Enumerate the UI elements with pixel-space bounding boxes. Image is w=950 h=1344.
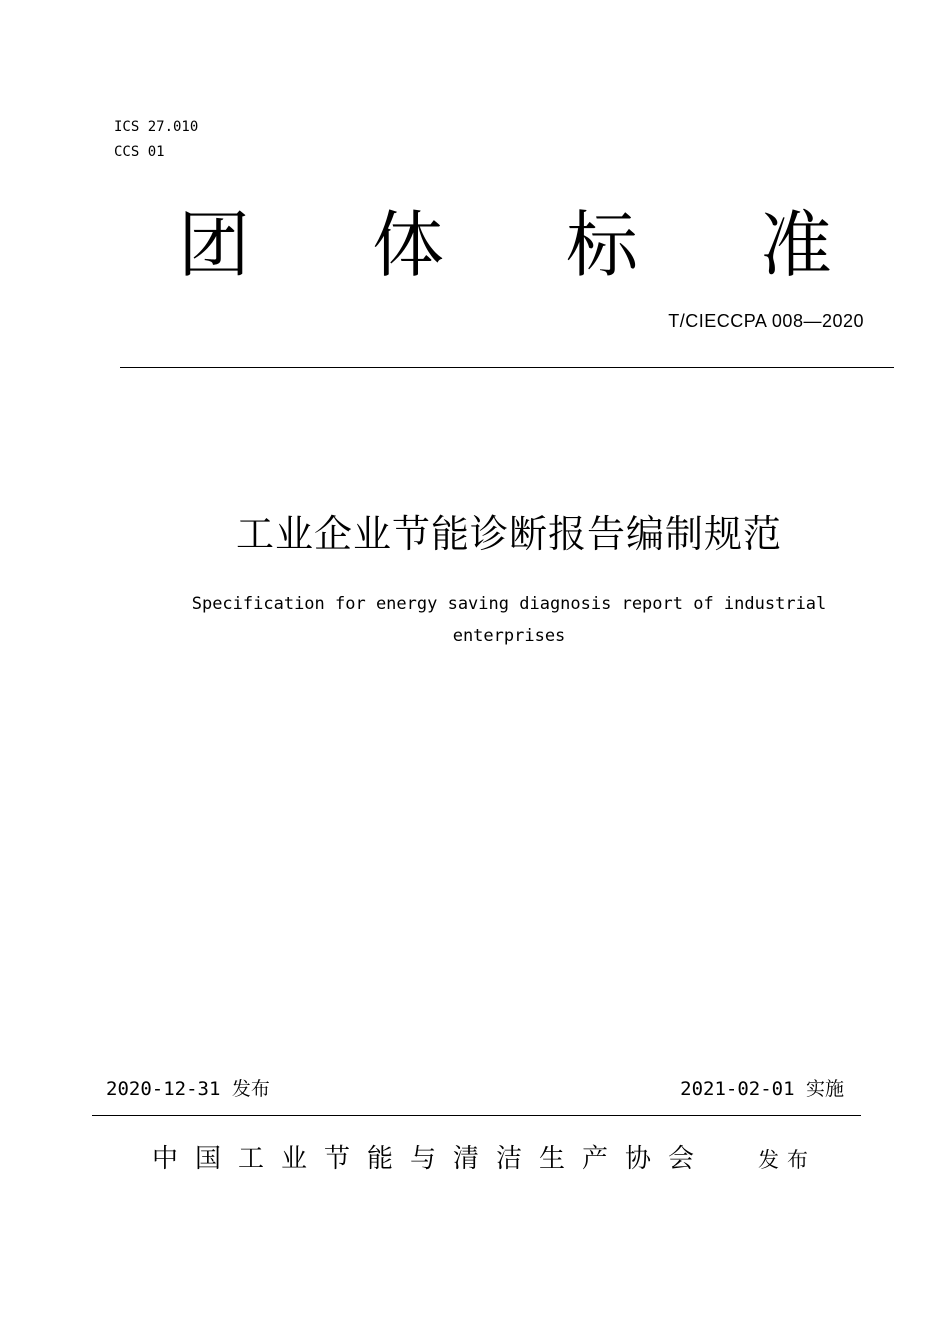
banner-char: 准 — [760, 203, 833, 287]
header-divider — [120, 367, 894, 368]
ccs-code: CCS 01 — [114, 144, 165, 160]
document-title-zh: 工业企业节能诊断报告编制规范 — [235, 512, 782, 556]
ics-code: ICS 27.010 — [114, 119, 199, 135]
banner-char: 体 — [372, 203, 445, 287]
implement-date: 2021-02-01 实施 — [680, 1078, 844, 1100]
standard-type-banner — [0, 200, 950, 290]
footer-divider — [92, 1115, 861, 1116]
standard-number: T/CIECCPA 008—2020 — [668, 311, 864, 331]
banner-char: 团 — [178, 203, 251, 287]
publisher-name: 中国工业节能与清洁生产协会 — [152, 1144, 712, 1174]
banner-char: 标 — [566, 203, 639, 287]
publish-date: 2020-12-31 发布 — [106, 1078, 270, 1100]
publish-label: 发布 — [758, 1148, 816, 1172]
document-title-en: Specification for energy saving diagnosis report of industrial enterprises — [191, 594, 827, 646]
